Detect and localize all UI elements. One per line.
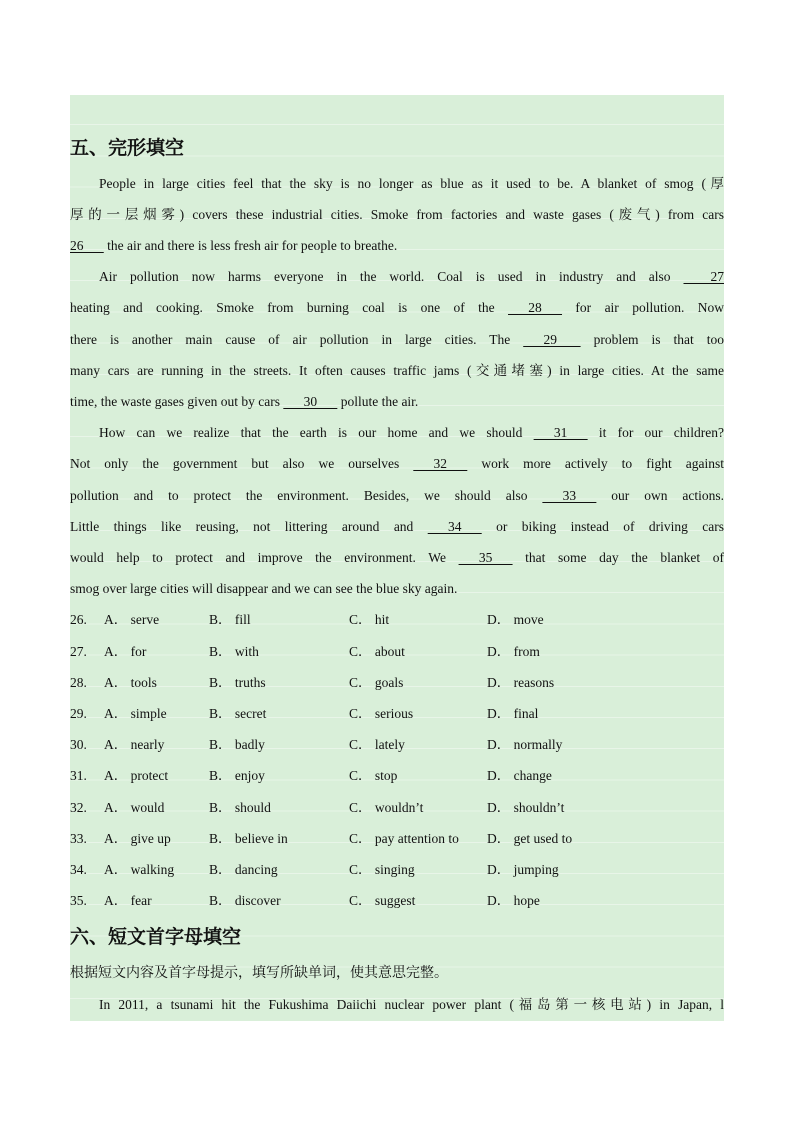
option-a[interactable]: A． for <box>104 644 147 659</box>
question-number: 31. <box>70 768 87 783</box>
option-a[interactable]: A． nearly <box>104 737 165 752</box>
question-row <box>70 854 724 885</box>
question-number: 27. <box>70 644 87 659</box>
worksheet-page <box>70 95 724 1021</box>
question-row <box>70 636 724 667</box>
blank-35[interactable]: 35 <box>458 550 513 565</box>
passage-text: that some day the blanket of <box>512 550 724 565</box>
question-number: 34. <box>70 862 87 877</box>
section-6-instruction: 根据短文内容及首字母提示，填写所缺单词，使其意思完整。 <box>70 965 448 981</box>
option-c[interactable]: C． stop <box>349 768 398 783</box>
question-row <box>70 760 724 791</box>
passage-text: it for our children? <box>587 425 725 440</box>
passage-line <box>70 292 724 323</box>
option-d[interactable]: D． jumping <box>487 862 559 877</box>
option-a[interactable]: A． serve <box>104 612 160 627</box>
option-b[interactable]: B． dancing <box>209 862 278 877</box>
question-row <box>70 792 724 823</box>
passage-line: 厚的一层烟雾) covers these industrial cities. Smoke from factories and waste gases (废气) from cars <box>70 207 724 222</box>
passage-line: smog over large cities will disappear and we can see the blue sky again. <box>70 581 458 596</box>
blank-32[interactable]: 32 <box>413 456 468 471</box>
option-a[interactable]: A． simple <box>104 706 167 721</box>
option-a[interactable]: A． tools <box>104 675 157 690</box>
option-c[interactable]: C． singing <box>349 862 415 877</box>
passage-line <box>70 511 724 542</box>
option-d[interactable]: D． from <box>487 644 540 659</box>
passage-text: Little things like reusing, not littering around and <box>70 519 428 534</box>
question-number: 28. <box>70 675 87 690</box>
option-c[interactable]: C． hit <box>349 612 390 627</box>
option-a[interactable]: A． give up <box>104 831 171 846</box>
blank-31[interactable]: 31 <box>533 425 588 440</box>
passage-text: would help to protect and improve the environment. We <box>70 550 459 565</box>
passage-line <box>70 261 724 292</box>
option-a[interactable]: A． protect <box>104 768 169 783</box>
option-b[interactable]: B． fill <box>209 612 251 627</box>
question-number: 35. <box>70 893 87 908</box>
question-row <box>70 823 724 854</box>
question-number: 26. <box>70 612 87 627</box>
passage-text: work more actively to fight against <box>467 456 724 471</box>
passage-text: heating and cooking. Smoke from burning coal is one of the <box>70 300 509 315</box>
blank-34[interactable]: 34 <box>427 519 482 534</box>
option-b[interactable]: B． badly <box>209 737 265 752</box>
option-c[interactable]: C． serious <box>349 706 414 721</box>
blank-30[interactable]: 30 <box>283 394 338 409</box>
option-d[interactable]: D． shouldn’t <box>487 800 565 815</box>
option-b[interactable]: B． enjoy <box>209 768 265 783</box>
option-c[interactable]: C． suggest <box>349 893 416 908</box>
option-a[interactable]: A． fear <box>104 893 152 908</box>
section-6-heading: 六、短文首字母填空 <box>70 926 242 948</box>
passage-text: pollute the air. <box>337 394 419 409</box>
option-d[interactable]: D． normally <box>487 737 563 752</box>
passage-text: pollution and to protect the environment. Besides, we should also <box>70 488 543 503</box>
option-c[interactable]: C． lately <box>349 737 405 752</box>
passage-text: the air and there is less fresh air for people to breathe. <box>103 238 398 253</box>
option-b[interactable]: B． truths <box>209 675 266 690</box>
passage-text: or biking instead of driving cars <box>481 519 725 534</box>
passage-line <box>70 386 724 417</box>
question-row <box>70 667 724 698</box>
blank-27[interactable]: 27 <box>683 269 724 284</box>
passage-text: problem is that too <box>580 332 724 347</box>
passage-text: for air pollution. Now <box>562 300 724 315</box>
passage-line <box>70 448 724 479</box>
blank-33[interactable]: 33 <box>542 488 597 503</box>
option-c[interactable]: C． wouldn’t <box>349 800 424 815</box>
option-b[interactable]: B． with <box>209 644 259 659</box>
passage-line <box>70 480 724 511</box>
option-d[interactable]: D． change <box>487 768 552 783</box>
question-row <box>70 729 724 760</box>
option-d[interactable]: D． final <box>487 706 539 721</box>
passage-text: Not only the government but also we ourselves <box>70 456 414 471</box>
option-c[interactable]: C． about <box>349 644 405 659</box>
question-row <box>70 885 724 916</box>
option-c[interactable]: C． pay attention to <box>349 831 459 846</box>
question-number: 30. <box>70 737 87 752</box>
passage-line <box>70 417 724 448</box>
passage-text: Air pollution now harms everyone in the world. Coal is used in industry and also <box>99 269 684 284</box>
option-a[interactable]: A． walking <box>104 862 175 877</box>
passage-line <box>70 230 724 261</box>
option-d[interactable]: D． move <box>487 612 544 627</box>
option-d[interactable]: D． hope <box>487 893 540 908</box>
blank-28[interactable]: 28 <box>508 300 563 315</box>
option-b[interactable]: B． secret <box>209 706 267 721</box>
passage-text: How can we realize that the earth is our home and we should <box>99 425 534 440</box>
option-b[interactable]: B． believe in <box>209 831 288 846</box>
blank-26[interactable]: 26 <box>70 238 104 253</box>
passage-text: there is another main cause of air pollution in large cities. The <box>70 332 524 347</box>
option-d[interactable]: D． reasons <box>487 675 555 690</box>
passage-text: our own actions. <box>596 488 724 503</box>
question-number: 32. <box>70 800 87 815</box>
passage-line <box>70 324 724 355</box>
option-b[interactable]: B． discover <box>209 893 281 908</box>
passage-text: time, the waste gases given out by cars <box>70 394 284 409</box>
question-row <box>70 698 724 729</box>
section-5-heading: 五、完形填空 <box>70 137 185 159</box>
option-b[interactable]: B． should <box>209 800 271 815</box>
option-a[interactable]: A． would <box>104 800 165 815</box>
option-d[interactable]: D． get used to <box>487 831 573 846</box>
blank-29[interactable]: 29 <box>523 332 581 347</box>
passage-line: People in large cities feel that the sky is no longer as blue as it used to be. A blanket of smog (厚 <box>99 176 724 191</box>
option-c[interactable]: C． goals <box>349 675 404 690</box>
passage-line: many cars are running in the streets. It often causes traffic jams (交通堵塞) in large cities. At the same <box>70 363 724 378</box>
question-number: 29. <box>70 706 87 721</box>
question-row <box>70 604 724 635</box>
passage-line <box>70 542 724 573</box>
question-number: 33. <box>70 831 87 846</box>
passage-line: In 2011, a tsunami hit the Fukushima Daiichi nuclear power plant (福岛第一核电站) in Japan, l <box>99 997 724 1012</box>
